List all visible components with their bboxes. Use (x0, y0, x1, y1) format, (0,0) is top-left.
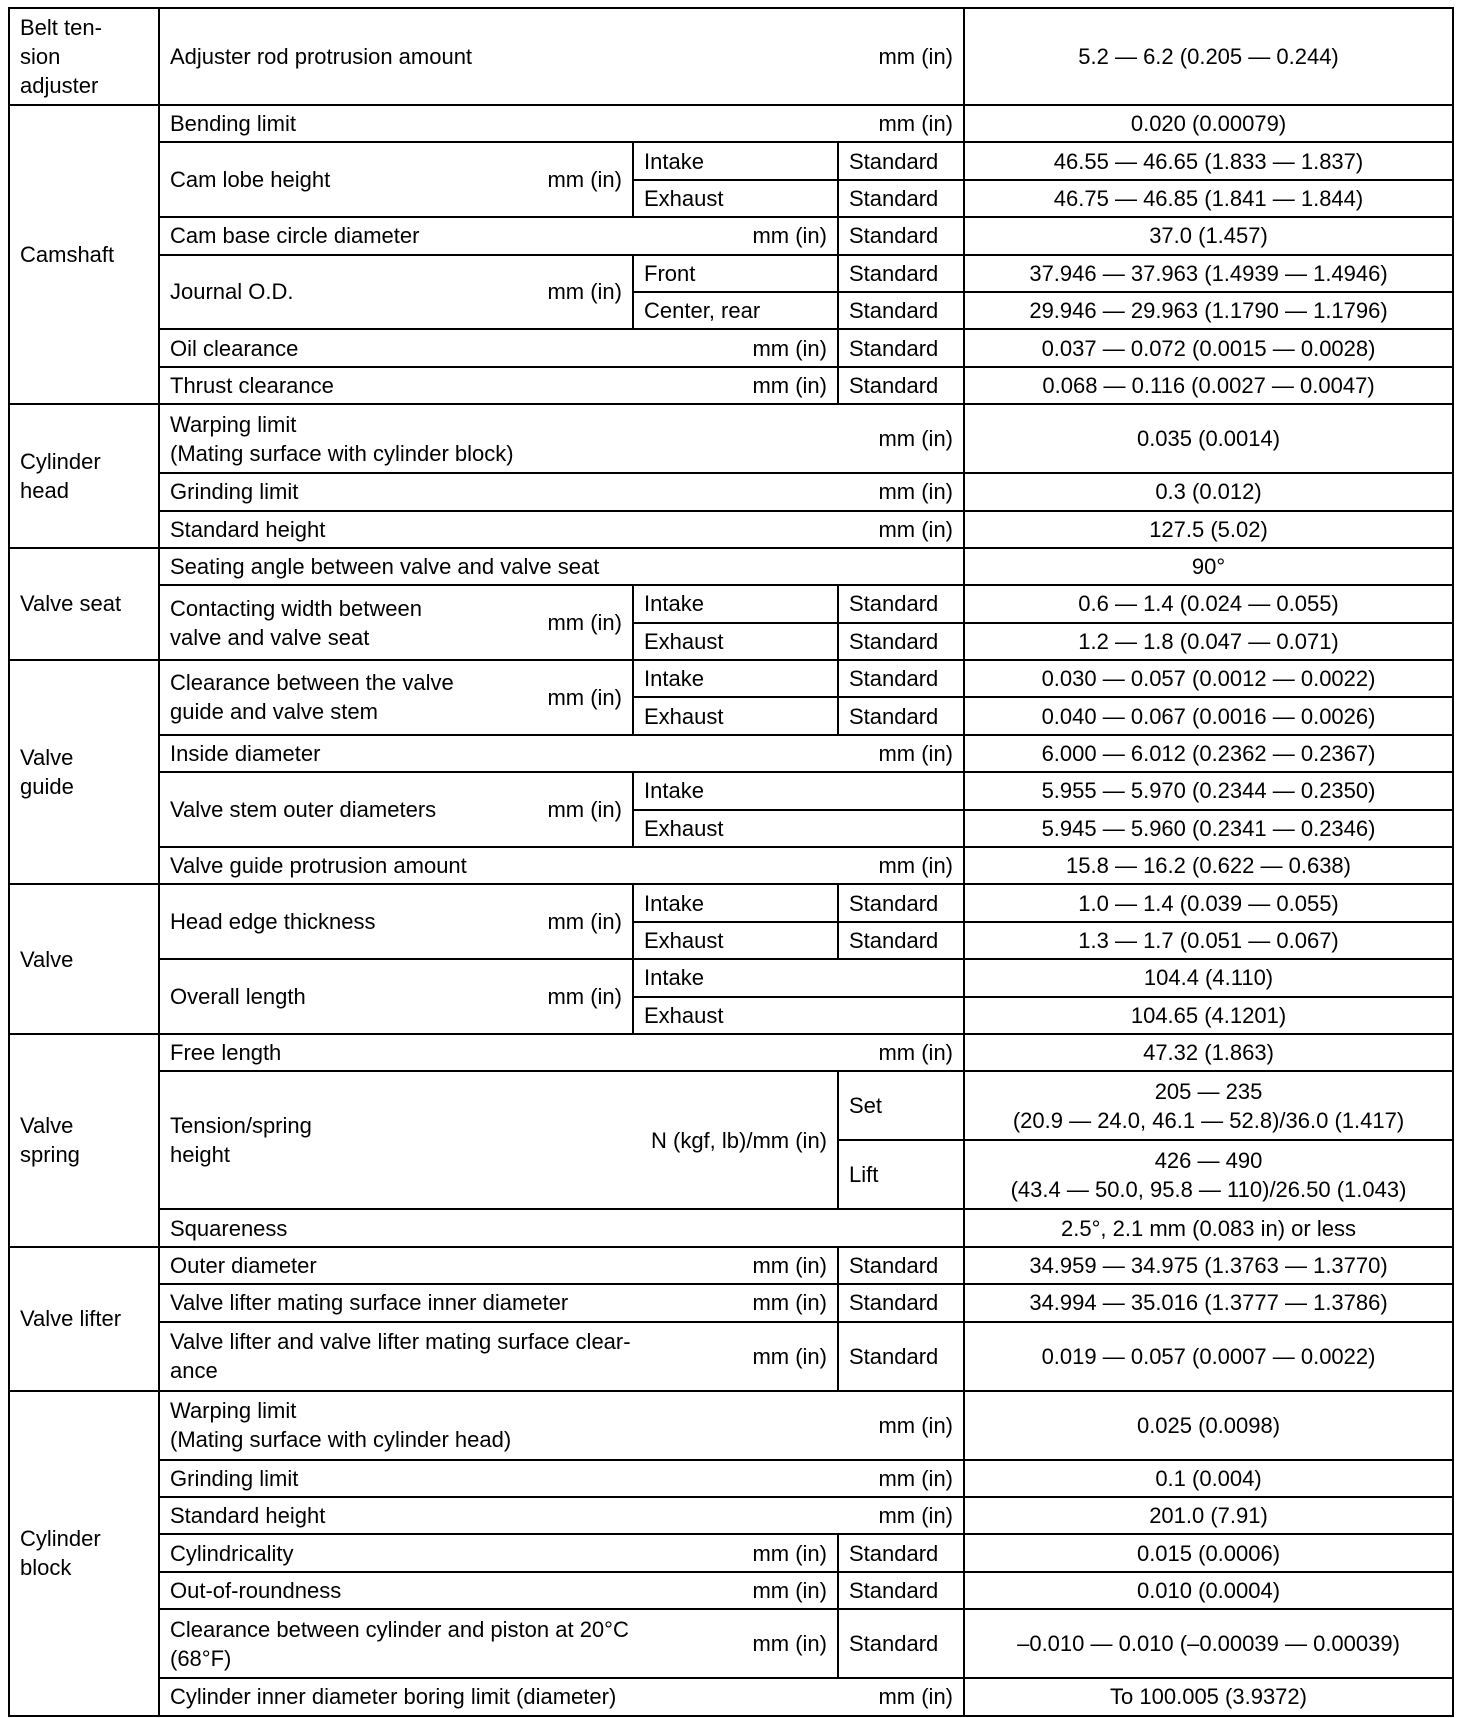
value: 104.4 (4.110) (964, 959, 1453, 996)
unit: mm (in) (878, 741, 954, 767)
table-row (9, 959, 1453, 996)
section-name: Cylinder block (9, 1391, 159, 1716)
table-row (9, 217, 1453, 254)
value: 6.000 — 6.012 (0.2362 — 0.2367) (964, 735, 1453, 772)
item-label: Valve guide protrusion amount (170, 853, 467, 879)
item-label: Grinding limit (170, 1465, 299, 1491)
table-row (9, 1678, 1453, 1715)
sub-label: Set (838, 1071, 964, 1140)
item-label: Bending limit (170, 111, 296, 137)
value: 0.025 (0.0098) (964, 1391, 1453, 1460)
value: 5.955 — 5.970 (0.2344 — 0.2350) (964, 772, 1453, 809)
unit: mm (in) (752, 335, 827, 361)
unit: mm (in) (547, 909, 622, 935)
unit: mm (in) (878, 1465, 954, 1491)
item-label: Overall length (170, 984, 306, 1010)
section-name: Cylinder head (9, 404, 159, 548)
standard-label: Standard (838, 292, 964, 329)
item-label: Tension/spring height (170, 1113, 312, 1168)
unit: mm (in) (878, 1684, 954, 1710)
item-label: Seating angle between valve and valve seat (159, 548, 964, 585)
standard-label: Standard (838, 142, 964, 179)
item-label: Clearance between the valve guide and valve stem (170, 670, 454, 725)
value: To 100.005 (3.9372) (964, 1678, 1453, 1715)
item-label: Valve lifter and valve lifter mating surface clear- ance (170, 1329, 631, 1384)
item-label: Cylinder inner diameter boring limit (diameter) (170, 1684, 617, 1710)
standard-label: Standard (838, 180, 964, 217)
unit: mm (in) (752, 1343, 827, 1369)
value: 0.019 — 0.057 (0.0007 — 0.0022) (964, 1322, 1453, 1391)
unit: mm (in) (878, 479, 954, 505)
item-label: Warping limit (Mating surface with cylinder head) (170, 1398, 512, 1453)
standard-label: Standard (838, 884, 964, 921)
sub-label: Lift (838, 1140, 964, 1209)
table-row (9, 142, 1453, 179)
table-row (9, 511, 1453, 548)
value: 37.0 (1.457) (964, 217, 1453, 254)
section-name: Valve seat (9, 548, 159, 660)
table-row (9, 1572, 1453, 1609)
value: 0.6 — 1.4 (0.024 — 0.055) (964, 585, 1453, 622)
standard-label: Standard (838, 697, 964, 734)
unit: mm (in) (547, 684, 622, 710)
item-label: Oil clearance (170, 335, 299, 361)
table-row (9, 1460, 1453, 1497)
standard-label: Standard (838, 1609, 964, 1678)
table-row (9, 585, 1453, 622)
value: 90° (964, 548, 1453, 585)
table-row (9, 8, 1453, 105)
table-row (9, 367, 1453, 404)
standard-label: Standard (838, 1322, 964, 1391)
value: 426 — 490 (43.4 — 50.0, 95.8 — 110)/26.50 (1.043) (964, 1140, 1453, 1209)
standard-label: Standard (838, 1572, 964, 1609)
value: 0.3 (0.012) (964, 473, 1453, 510)
value: 37.946 — 37.963 (1.4939 — 1.4946) (964, 255, 1453, 292)
item-label: Valve stem outer diameters (170, 797, 437, 823)
table-row (9, 255, 1453, 292)
section-name: Valve spring (9, 1034, 159, 1247)
sub-label: Exhaust (633, 922, 838, 959)
item-label: Standard height (170, 516, 326, 542)
item-label: Contacting width between valve and valve seat (170, 595, 422, 650)
unit: mm (in) (878, 516, 954, 542)
table-row (9, 404, 1453, 473)
unit: mm (in) (878, 853, 954, 879)
standard-label: Standard (838, 1534, 964, 1571)
specifications-table (8, 7, 1454, 1717)
value: 1.2 — 1.8 (0.047 — 0.071) (964, 623, 1453, 660)
table-row (9, 1209, 1453, 1246)
unit: mm (in) (752, 1631, 827, 1657)
unit: mm (in) (547, 167, 622, 193)
item-label: Cam base circle diameter (170, 223, 420, 249)
table-row (9, 1247, 1453, 1284)
sub-label: Intake (633, 660, 838, 697)
unit: mm (in) (878, 44, 954, 69)
item-label: Standard height (170, 1503, 326, 1529)
standard-label: Standard (838, 255, 964, 292)
value: 0.035 (0.0014) (964, 404, 1453, 473)
value: 34.994 — 35.016 (1.3777 — 1.3786) (964, 1284, 1453, 1321)
value: 0.020 (0.00079) (964, 105, 1453, 142)
table-row (9, 1071, 1453, 1140)
value: 15.8 — 16.2 (0.622 — 0.638) (964, 847, 1453, 884)
value: 5.945 — 5.960 (0.2341 — 0.2346) (964, 810, 1453, 847)
value: 47.32 (1.863) (964, 1034, 1453, 1071)
sub-label: Center, rear (633, 292, 838, 329)
table-row (9, 1497, 1453, 1534)
value: 104.65 (4.1201) (964, 997, 1453, 1034)
unit: mm (in) (752, 1252, 827, 1278)
item-label: Grinding limit (170, 479, 299, 505)
unit: mm (in) (752, 1540, 827, 1566)
value: 127.5 (5.02) (964, 511, 1453, 548)
value: 205 — 235 (20.9 — 24.0, 46.1 — 52.8)/36.0 (1.417) (964, 1071, 1453, 1140)
value: 0.037 — 0.072 (0.0015 — 0.0028) (964, 329, 1453, 366)
table-row (9, 1034, 1453, 1071)
value: 46.75 — 46.85 (1.841 — 1.844) (964, 180, 1453, 217)
value: –0.010 — 0.010 (–0.00039 — 0.00039) (964, 1609, 1453, 1678)
standard-label: Standard (838, 660, 964, 697)
value: 0.030 — 0.057 (0.0012 — 0.0022) (964, 660, 1453, 697)
section-name: Valve (9, 884, 159, 1034)
item-label: Outer diameter (170, 1252, 317, 1278)
value: 5.2 — 6.2 (0.205 — 0.244) (964, 8, 1453, 105)
value: 29.946 — 29.963 (1.1790 — 1.1796) (964, 292, 1453, 329)
standard-label: Standard (838, 623, 964, 660)
sub-label: Exhaust (633, 697, 838, 734)
value: 0.010 (0.0004) (964, 1572, 1453, 1609)
standard-label: Standard (838, 329, 964, 366)
unit: mm (in) (547, 610, 622, 636)
item-label: Thrust clearance (170, 372, 334, 398)
table-row (9, 1391, 1453, 1460)
table-row (9, 772, 1453, 809)
sub-label: Intake (633, 585, 838, 622)
unit: mm (in) (752, 223, 827, 249)
table-row (9, 884, 1453, 921)
standard-label: Standard (838, 1284, 964, 1321)
section-name: Valve lifter (9, 1247, 159, 1391)
unit: mm (in) (752, 1290, 827, 1316)
item-label: Out-of-roundness (170, 1577, 342, 1603)
unit: mm (in) (547, 279, 622, 305)
sub-label: Intake (633, 772, 964, 809)
item-label: Valve lifter mating surface inner diameter (170, 1290, 569, 1316)
item-label: Free length (170, 1040, 282, 1066)
sub-label: Intake (633, 142, 838, 179)
value: 0.040 — 0.067 (0.0016 — 0.0026) (964, 697, 1453, 734)
unit: mm (in) (547, 797, 622, 823)
unit: mm (in) (878, 1412, 954, 1438)
standard-label: Standard (838, 585, 964, 622)
table-row (9, 1322, 1453, 1391)
value: 1.0 — 1.4 (0.039 — 0.055) (964, 884, 1453, 921)
item-label: Inside diameter (170, 741, 321, 767)
table-row (9, 548, 1453, 585)
unit: mm (in) (547, 984, 622, 1010)
value: 1.3 — 1.7 (0.051 — 0.067) (964, 922, 1453, 959)
unit: mm (in) (878, 426, 954, 452)
table-row (9, 847, 1453, 884)
value: 34.959 — 34.975 (1.3763 — 1.3770) (964, 1247, 1453, 1284)
value: 46.55 — 46.65 (1.833 — 1.837) (964, 142, 1453, 179)
table-row (9, 105, 1453, 142)
sub-label: Exhaust (633, 997, 964, 1034)
value: 0.1 (0.004) (964, 1460, 1453, 1497)
sub-label: Exhaust (633, 810, 964, 847)
unit: mm (in) (878, 1503, 954, 1529)
unit: mm (in) (752, 1577, 827, 1603)
item-label: Journal O.D. (170, 279, 294, 305)
section-name: Valve guide (9, 660, 159, 884)
table-row (9, 473, 1453, 510)
item-label: Head edge thickness (170, 909, 376, 935)
item-label: Clearance between cylinder and piston at 20°C (68°F) (170, 1616, 629, 1671)
item-label: Cam lobe height (170, 167, 331, 193)
table-row (9, 329, 1453, 366)
standard-label: Standard (838, 922, 964, 959)
value: 0.068 — 0.116 (0.0027 — 0.0047) (964, 367, 1453, 404)
sub-label: Exhaust (633, 623, 838, 660)
value: 201.0 (7.91) (964, 1497, 1453, 1534)
unit: mm (in) (878, 111, 954, 137)
sub-label: Intake (633, 884, 838, 921)
table-row (9, 1284, 1453, 1321)
table-row (9, 660, 1453, 697)
value: 2.5°, 2.1 mm (0.083 in) or less (964, 1209, 1453, 1246)
unit: mm (in) (752, 372, 827, 398)
section-name: Belt ten- sion adjuster (9, 8, 159, 105)
item-label: Adjuster rod protrusion amount (170, 44, 473, 69)
table-row (9, 1609, 1453, 1678)
table-row (9, 1534, 1453, 1571)
sub-label: Front (633, 255, 838, 292)
item-label: Cylindricality (170, 1540, 294, 1566)
item-label: Warping limit (Mating surface with cylinder block) (170, 411, 514, 466)
unit: mm (in) (878, 1040, 954, 1066)
table-row (9, 735, 1453, 772)
sub-label: Exhaust (633, 180, 838, 217)
standard-label: Standard (838, 217, 964, 254)
item-label: Squareness (159, 1209, 964, 1246)
unit: N (kgf, lb)/mm (in) (651, 1127, 827, 1153)
value: 0.015 (0.0006) (964, 1534, 1453, 1571)
sub-label: Intake (633, 959, 964, 996)
standard-label: Standard (838, 367, 964, 404)
standard-label: Standard (838, 1247, 964, 1284)
section-name: Camshaft (9, 105, 159, 404)
